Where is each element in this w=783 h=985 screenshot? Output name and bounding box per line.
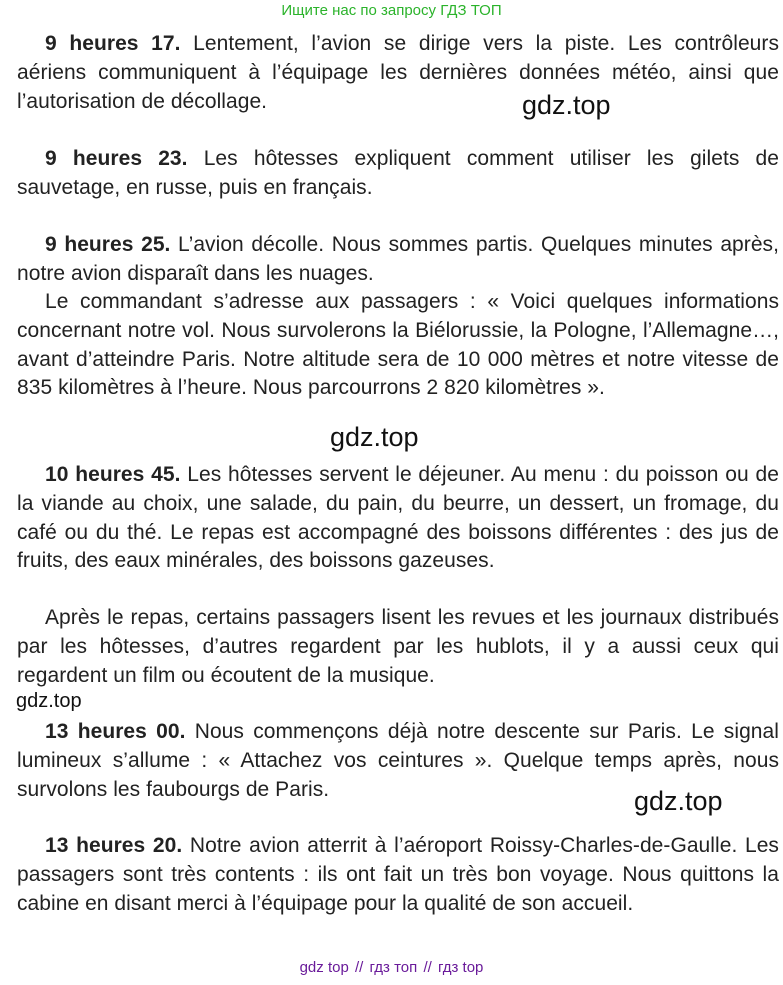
entry-time: 13 heures 00. bbox=[45, 720, 186, 743]
entry-time: 9 heures 17. bbox=[45, 32, 181, 55]
entry-1045-cont bbox=[17, 604, 779, 690]
entry-text: Notre avion atterrit à l’aéroport Roissy-Charles-de-Gaulle. Les passagers sont très contents : ils ont fait un très bon voyage. Nous quittons la cabine en disant merci à l’équipage pour la qualité de son accueil. bbox=[17, 834, 779, 915]
entry-text: Après le repas, certains passagers lisent les revues et les journaux distribués par les hôtesses, d’autres regardent par les hublots, il y a aussi ceux qui regardent un film ou écoutent de la musique. bbox=[17, 606, 779, 687]
entry-0925-cont bbox=[17, 288, 779, 403]
footer-separator: // bbox=[354, 959, 364, 976]
entry-1045 bbox=[17, 461, 779, 576]
entry-text: Le commandant s’adresse aux passagers : « Voici quelques informations concernant notre vol. Nous survolerons la Biélorussie, la Pologne, l’Allemagne…, avant d’atteindre Paris. Notre altitude sera de 10 000 mètres et notre vitesse de 835 kilomètres à l’heure. Nous parcourrons 2 820 kilomètres ». bbox=[17, 290, 779, 400]
entry-text: Nous commençons déjà notre descente sur Paris. Le signal lumineux s’allume : « Attachez vos ceintures ». Quelque temps après, nous survolons les faubourgs de Paris. bbox=[17, 720, 779, 801]
entry-0917 bbox=[17, 30, 779, 116]
footer-link[interactable]: гдз топ bbox=[369, 959, 418, 976]
footer-link[interactable]: гдз top bbox=[437, 959, 484, 976]
entry-time: 13 heures 20. bbox=[45, 834, 183, 857]
watermark: gdz.top bbox=[16, 690, 82, 712]
entry-time: 9 heures 25. bbox=[45, 233, 171, 256]
entry-0923 bbox=[17, 145, 779, 203]
entry-text: L’avion décolle. Nous sommes partis. Quelques minutes après, notre avion disparaît dans les nuages. bbox=[17, 233, 779, 285]
entry-text: Lentement, l’avion se dirige vers la piste. Les contrôleurs aériens communiquent à l’équipage les dernières données météo, ainsi que l’autorisation de décollage. bbox=[17, 32, 779, 113]
watermark: gdz.top bbox=[522, 90, 611, 120]
footer-links bbox=[0, 959, 783, 976]
entry-text: Les hôtesses expliquent comment utiliser les gilets de sauvetage, en russe, puis en français. bbox=[17, 147, 780, 199]
entry-text: Les hôtesses servent le déjeuner. Au menu : du poisson ou de la viande au choix, une salade, du pain, du beurre, un dessert, un fromage, du café ou du thé. Le repas est accompagné des boissons différentes : des jus de fruits, des eaux minérales, des boissons gazeuses. bbox=[17, 463, 779, 573]
entry-time: 10 heures 45. bbox=[45, 463, 181, 486]
footer-link[interactable]: gdz top bbox=[299, 959, 349, 976]
top-banner: Ищите нас по запросу ГДЗ ТОП bbox=[281, 2, 502, 19]
footer-separator: // bbox=[423, 959, 432, 976]
entry-time: 9 heures 23. bbox=[45, 147, 188, 170]
watermark: gdz.top bbox=[634, 786, 723, 816]
watermark: gdz.top bbox=[330, 422, 419, 452]
entry-0925 bbox=[17, 231, 779, 289]
entry-1320 bbox=[17, 832, 779, 918]
